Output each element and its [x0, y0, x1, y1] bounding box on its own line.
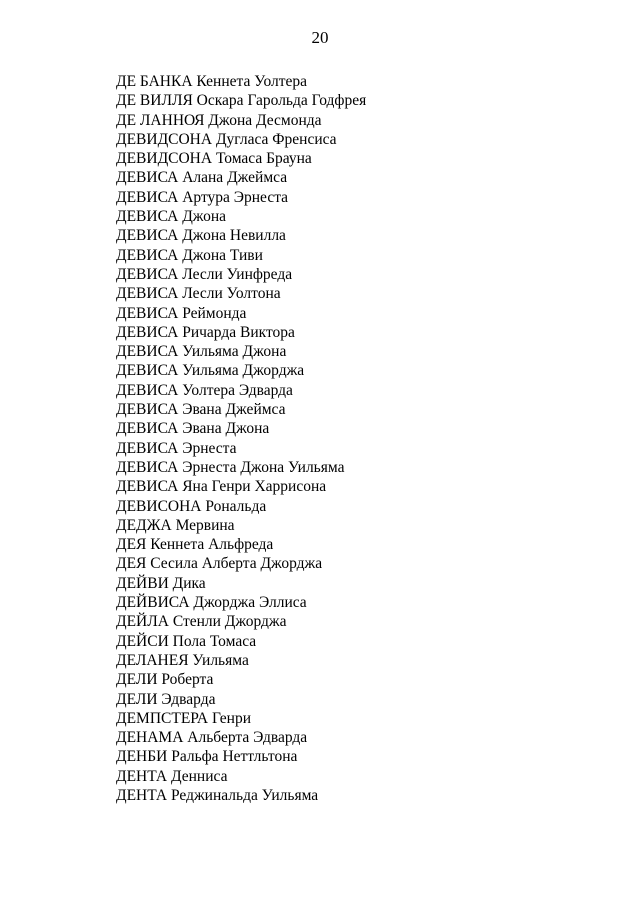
list-item: ДЕМПСТЕРА Генри [116, 709, 251, 727]
list-item: ДЕВИСА Эрнеста Джона Уильяма [116, 458, 345, 476]
list-item: ДЕЙСИ Пола Томаса [116, 632, 257, 650]
list-item: ДЕВИСА Уильяма Джона [116, 343, 287, 361]
list-item: ДЕВИДСОНА Дугласа Френсиса [116, 130, 337, 148]
list-item: ДЕВИСА Реймонда [116, 304, 247, 322]
name-list [116, 72, 366, 805]
list-item: ДЕВИСА Эвана Джеймса [116, 401, 286, 419]
list-item: ДЕВИСОНА Рональда [116, 497, 267, 515]
list-item: ДЕЙВИ Дика [116, 574, 206, 592]
list-item: ДЕВИСА Эрнеста [116, 439, 237, 457]
list-item: ДЕВИСА Уильяма Джорджа [116, 362, 305, 380]
list-item: ДЕЙВИСА Джорджа Эллиса [116, 594, 307, 612]
list-item: ДЕВИСА Артура Эрнеста [116, 188, 289, 206]
list-item: ДЕВИСА Эвана Джона [116, 420, 270, 438]
list-item: ДЕ БАНКА Кеннета Уолтера [116, 73, 308, 90]
list-item: ДЕНБИ Ральфа Неттльтона [116, 748, 298, 766]
list-item: ДЕЯ Кеннета Альфреда [116, 536, 274, 554]
list-item: ДЕЛИ Роберта [116, 671, 214, 689]
list-item: ДЕВИСА Джона [116, 208, 227, 226]
list-item: ДЕВИСА Лесли Уинфреда [116, 265, 293, 283]
list-item: ДЕ ВИЛЛЯ Оскара Гарольда Годфрея [116, 92, 367, 110]
list-item: ДЕЛАНЕЯ Уильяма [116, 651, 249, 669]
list-item: ДЕЙЛА Стенли Джорджа [116, 613, 287, 631]
list-item: ДЕЯ Сесила Алберта Джорджа [116, 555, 323, 573]
list-item: ДЕЛИ Эдварда [116, 690, 216, 708]
list-item: ДЕНАМА Альберта Эдварда [116, 729, 308, 747]
list-item: ДЕВИСА Джона Невилла [116, 227, 286, 245]
list-item: ДЕВИСА Алана Джеймса [116, 169, 288, 187]
list-item: ДЕДЖА Мервина [116, 516, 235, 534]
list-item: ДЕ ЛАННОЯ Джона Десмонда [116, 111, 322, 129]
list-item: ДЕВИСА Уолтера Эдварда [116, 381, 293, 399]
list-item: ДЕНТА Денниса [116, 767, 228, 785]
list-item: ДЕВИСА Джона Тиви [116, 246, 263, 264]
list-item: ДЕВИСА Лесли Уолтона [116, 285, 281, 303]
list-item: ДЕВИСА Ричарда Виктора [116, 323, 295, 341]
list-item: ДЕВИСА Яна Генри Харрисона [116, 478, 327, 496]
page-number: 20 [311, 28, 329, 47]
list-item: ДЕНТА Реджинальда Уильяма [116, 786, 319, 804]
list-item: ДЕВИДСОНА Томаса Брауна [116, 150, 312, 168]
